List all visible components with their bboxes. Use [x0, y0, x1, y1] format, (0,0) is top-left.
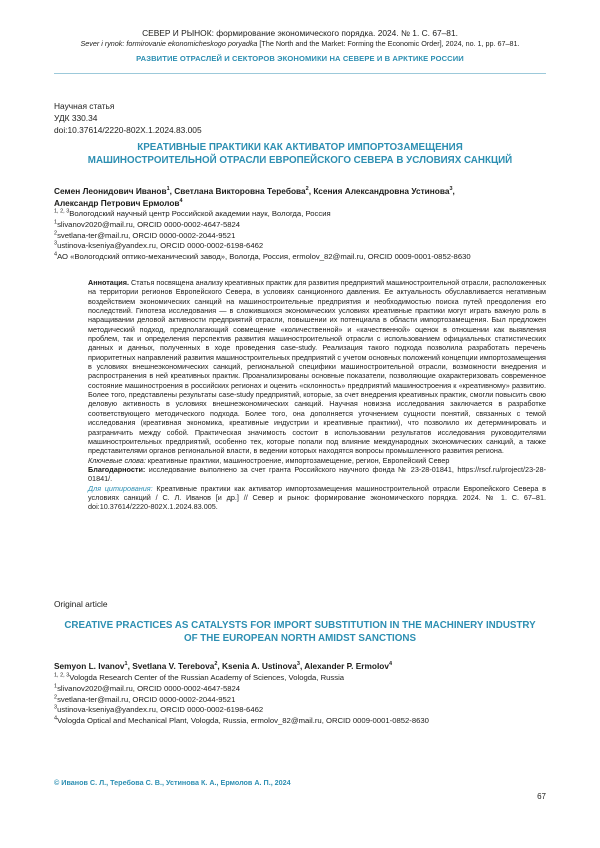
- running-header: [0, 28, 600, 63]
- journal-citation-en: [0, 39, 600, 49]
- affiliations-ru: [54, 209, 560, 263]
- abstract-paragraph: [88, 278, 546, 456]
- title-line: CREATIVE PRACTICES AS CATALYSTS FOR IMPORT SUBSTITUTION IN THE MACHINERY INDUSTRY: [64, 620, 536, 631]
- author-name: Семен Леонидович Иванов: [54, 186, 167, 196]
- citation-label: Для цитирования:: [88, 483, 153, 493]
- section-heading: РАЗВИТИЕ ОТРАСЛЕЙ И СЕКТОРОВ ЭКОНОМИКИ НА СЕВЕРЕ И В АРКТИКЕ РОССИИ: [136, 54, 464, 63]
- header-divider: [54, 73, 546, 74]
- author-name: Semyon L. Ivanov: [54, 661, 125, 671]
- article-title-ru: [54, 142, 546, 167]
- page-number: 67: [537, 792, 546, 801]
- keywords-text: креативные практики, машиностроение, импортозамещение, регион, Европейский Север: [145, 455, 450, 465]
- title-line: КРЕАТИВНЫЕ ПРАКТИКИ КАК АКТИВАТОР ИМПОРТОЗАМЕЩЕНИЯ: [137, 142, 463, 153]
- article-meta: [54, 100, 202, 136]
- acknowledgments-label: Благодарности:: [88, 464, 146, 474]
- citation-paragraph: [88, 484, 546, 512]
- author-list-en: Semyon L. Ivanov$^1$, Svetlana V. Terebova$^2$, Ksenia A. Ustinova$^3$, Alexander P. Ermolov$^4$: [54, 661, 393, 671]
- affiliations-en: [54, 673, 560, 727]
- acknowledgments-text: исследование выполнено за счет гранта Российского научного фонда № 23-28-01841, https://rscf.ru/project/23-28-01841/.: [88, 464, 546, 484]
- abstract-block: [88, 278, 546, 512]
- author-name: Ksenia A. Ustinova: [222, 661, 297, 671]
- affiliation-line: $^3$ustinova-kseniya@yandex.ru, ORCID 0000-0002-6198-6462: [54, 704, 264, 715]
- journal-citation-ru: СЕВЕР И РЫНОК: формирование экономического порядка. 2024. № 1. С. 67–81.: [142, 28, 458, 38]
- article-type-en: Original article: [54, 599, 108, 609]
- affiliation-line: $^{1, 2, 3}$Вологодский научный центр Российской академии наук, Вологда, Россия: [54, 208, 331, 218]
- citation-text: Креативные практики как активатор импортозамещения машиностроительной отрасли Европейского Севера в условиях санкций / С. Л. Иванов [и др.] // Север и рынок: формирование экономического порядка. 2024. № 1. С. 67–81. doi:10.37614/2220-802X.1.2024.83.005.: [88, 483, 546, 512]
- author-name: Ксения Александровна Устинова: [313, 186, 450, 196]
- acknowledgments-paragraph: [88, 465, 546, 484]
- journal-name-transliterated: Sever i rynok: formirovanie ekonomicheskogo poryadka: [80, 39, 258, 48]
- affiliation-line: $^{1, 2, 3}$Vologda Research Center of the Russian Academy of Sciences, Vologda, Russia: [54, 672, 345, 682]
- title-line: OF THE EUROPEAN NORTH AMIDST SANCTIONS: [183, 632, 417, 644]
- affiliation-line: $^2$svetlana-ter@mail.ru, ORCID 0000-0002-2044-9521: [54, 230, 236, 240]
- title-line: МАШИНОСТРОИТЕЛЬНОЙ ОТРАСЛИ ЕВРОПЕЙСКОГО СЕВЕРА В УСЛОВИЯХ САНКЦИЙ: [87, 154, 513, 166]
- affiliation-line: $^1$slivanov2020@mail.ru, ORCID 0000-0002-4647-5824: [54, 683, 241, 693]
- udc-code: УДК 330.34: [54, 113, 98, 123]
- author-name: Светлана Викторовна Теребова: [174, 186, 306, 196]
- affiliation-line: $^3$ustinova-kseniya@yandex.ru, ORCID 0000-0002-6198-6462: [54, 240, 264, 251]
- journal-citation-en-rest: [The North and the Market: Forming the Economic Order], 2024, no. 1, pp. 67–81.: [257, 39, 520, 48]
- copyright-notice: © Иванов С. Л., Теребова С. В., Устинова К. А., Ермолов А. П., 2024: [54, 778, 291, 787]
- affiliation-line: $^4$Vologda Optical and Mechanical Plant, Vologda, Russia, ermolov_82@mail.ru, ORCID 0009-0001-0852-8630: [54, 715, 429, 726]
- author-name: Alexander P. Ermolov: [304, 661, 389, 671]
- article-type: Научная статья: [54, 101, 115, 111]
- affiliation-line: $^1$slivanov2020@mail.ru, ORCID 0000-0002-4647-5824: [54, 219, 241, 229]
- doi: doi:10.37614/2220-802X.1.2024.83.005: [54, 125, 202, 135]
- article-title-en: [54, 620, 546, 645]
- author-name: Александр Петрович Ермолов: [54, 198, 180, 208]
- author-list-ru: Семен Леонидович Иванов$^1$, Светлана Викторовна Теребова$^2$, Ксения Александровна Устинова$^3$, Александр Петрович Ермолов$^4$: [54, 186, 455, 208]
- keywords-paragraph: [88, 456, 546, 465]
- author-name: Svetlana V. Terebova: [132, 661, 215, 671]
- affiliation-line: $^2$svetlana-ter@mail.ru, ORCID 0000-0002-2044-9521: [54, 694, 236, 704]
- abstract-text: Статья посвящена анализу креативных практик для развития предприятий машиностроительной отрасли, расположенных на территории регионов Европейского Севера, в условиях санкционного давления. Ее актуальность обуславливается негативным воздействием экономических санкций на машиностроительные предприятия и необходимостью поиска путей преодоления его последствий. Гипотеза исследования — в сложившихся экономических условиях креативные практики могут играть важную роль в наращивании деловой активности предприятий отрасли, повышении их потенциала в области импортозамещения. Был предложен методический подход, предполагающий совмещение «количественной» и «качественной» оценок в отношении как выявления проблем, так и определения перспектив развития машиностроительной отрасли с использованием официальных статистических данных и данных, полученных в ходе проведения case-study. Реализация такого подхода позволила разработать перечень приоритетных направлений развития машиностроительных предприятий с учетом основных положений концепции импортозамещения в условиях внешнеэкономических санкций, региональной специфики машиностроительной отрасли, возможности внедрения и распространения в ней креативных практик. Проанализированы основные показатели, позволяющие охарактеризовать современное состояние машиностроения в российских регионах и оценить «склонность» предприятий машиностроения к «креативному» развитию. Более того, представлены результаты case-study предприятий, которые, за счет внедрения креативных практик, смогли повысить свою деловую активность в условиях внешнеэкономических санкций. Научная новизна исследования заключается в разработке соответствующего методического подхода. Более того, она дополняется уточнением сущности понятий, связанных с темой исследования (креативная экономика, креативные индустрии и креативные практики), что позволило их детерминировать и разграничить между собой. Практическая значимость состоит в использовании результатов исследования руководителями машиностроительных предприятий, особенно тех, которые попали под влияние международных экономических санкций, а также представителями органов региональной власти, в ведении которых находятся вопросы промышленного развития региона.: [88, 278, 546, 456]
- keywords-label: Ключевые слова:: [88, 455, 146, 465]
- affiliation-line: $^4$АО «Вологодский оптико-механический завод», Вологда, Россия, ermolov_82@mail.ru, ORCID 0009-0001-0852-8630: [54, 251, 471, 262]
- abstract-label: Аннотация.: [88, 278, 129, 287]
